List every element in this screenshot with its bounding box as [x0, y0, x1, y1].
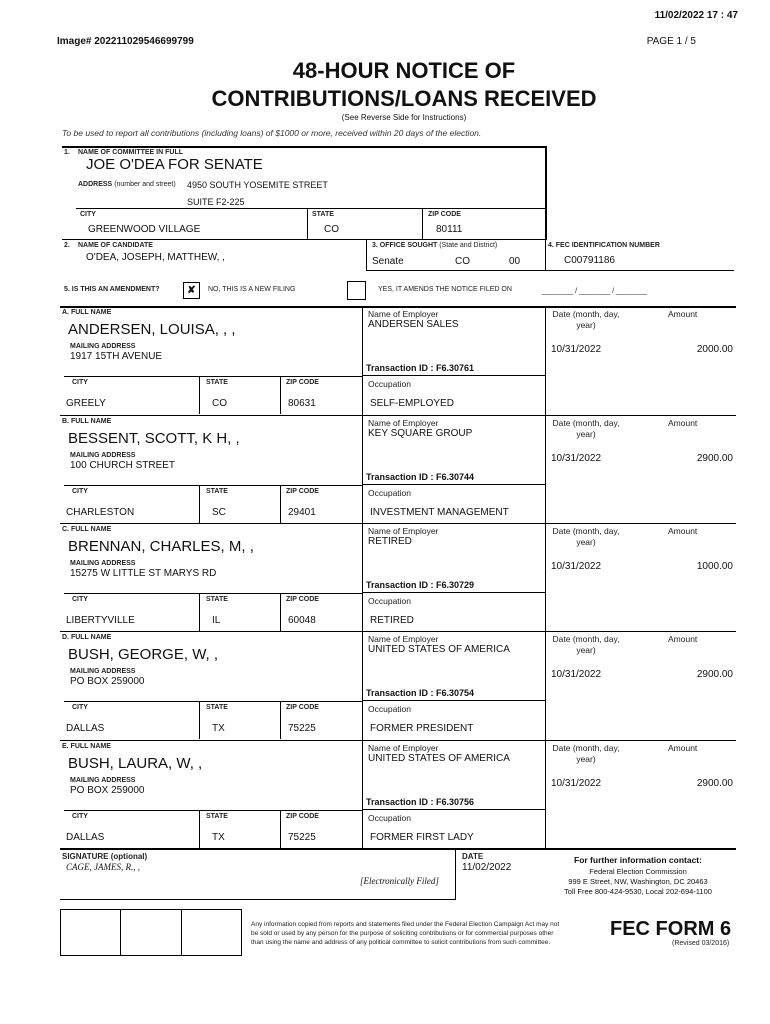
divider: [64, 593, 362, 594]
committee-address-2: SUITE F2-225: [187, 197, 245, 207]
office-sought: Senate: [372, 256, 404, 267]
divider: [60, 631, 736, 632]
divider: [199, 376, 200, 414]
contributor-state: TX: [212, 832, 225, 843]
divider: [60, 899, 456, 900]
date-label: Date (month, day, year): [552, 309, 620, 330]
contributor-zip: 80631: [288, 398, 316, 409]
divider: [545, 239, 546, 271]
contribution-date: 10/31/2022: [551, 778, 602, 789]
contributor-state: CO: [212, 398, 227, 409]
amount-label: Amount: [668, 309, 698, 319]
divider: [362, 592, 545, 593]
divider: [280, 485, 281, 523]
divider: [280, 376, 281, 414]
date-label: Date (month, day, year): [552, 743, 620, 764]
employer-label: Name of Employer: [368, 418, 439, 428]
divider: [60, 848, 736, 850]
divider: [64, 376, 362, 377]
contributor-state: SC: [212, 507, 226, 518]
notice-line1: Any information copied from reports and statements filed under the Federal Election Campaign Act may not: [251, 921, 560, 928]
committee-zip: 80111: [436, 224, 463, 235]
contact-heading: For further information contact:: [574, 855, 702, 865]
occupation-label: Occupation: [368, 596, 411, 606]
contributor-occupation: FORMER PRESIDENT: [370, 723, 474, 734]
contributor-occupation: INVESTMENT MANAGEMENT: [370, 507, 509, 518]
form-number: FEC FORM 6: [610, 918, 732, 940]
zip-label: ZIP CODE: [286, 813, 319, 820]
committee-address-label: ADDRESS (number and street): [78, 181, 176, 188]
divider: [307, 209, 308, 239]
committee-right-border: [545, 146, 547, 240]
date-label: DATE: [462, 852, 484, 861]
contributor-address: PO BOX 259000: [70, 676, 145, 687]
contributor-city: DALLAS: [66, 723, 105, 734]
contributor-letter-label: A. FULL NAME: [62, 309, 112, 316]
transaction-id: Transaction ID : F6.30744: [366, 472, 475, 482]
page-subtitle: (See Reverse Side for Instructions): [341, 113, 467, 122]
contact-line2: 999 E Street, NW, Washington, DC 20463: [568, 877, 708, 886]
amount-label: Amount: [668, 526, 698, 536]
contributor-city: GREELY: [66, 398, 106, 409]
divider: [362, 306, 363, 848]
contributor-employer: RETIRED: [368, 536, 412, 547]
zip-label: ZIP CODE: [286, 379, 319, 386]
office-use-boxes: [60, 909, 242, 956]
divider: [280, 810, 281, 848]
contributor-state: IL: [212, 615, 221, 626]
city-label: CITY: [72, 379, 88, 386]
contact-line1: Federal Election Commission: [589, 867, 687, 876]
divider: [422, 209, 423, 239]
mailing-address-label: MAILING ADDRESS: [70, 343, 136, 350]
fec-id-label: 4. FEC IDENTIFICATION NUMBER: [548, 242, 660, 249]
candidate-name: O'DEA, JOSEPH, MATTHEW, ,: [86, 252, 225, 263]
divider: [181, 909, 182, 955]
divider: [64, 701, 362, 702]
contributor-employer: KEY SQUARE GROUP: [368, 428, 473, 439]
transaction-id: Transaction ID : F6.30729: [366, 580, 475, 590]
contributor-letter-label: C. FULL NAME: [62, 526, 112, 533]
amends-date-blank: ________ / ________ / ________: [542, 288, 648, 295]
contribution-amount: 1000.00: [696, 561, 733, 572]
committee-city-label: CITY: [80, 211, 96, 218]
occupation-label: Occupation: [368, 488, 411, 498]
divider: [60, 523, 736, 524]
mailing-address-label: MAILING ADDRESS: [70, 777, 136, 784]
signature-label: SIGNATURE (optional): [62, 852, 148, 861]
office-label: 3. OFFICE SOUGHT (State and District): [372, 242, 498, 249]
page-title-line1: 48-HOUR NOTICE OF: [292, 58, 516, 83]
mailing-address-label: MAILING ADDRESS: [70, 668, 136, 675]
contributor-letter-label: D. FULL NAME: [62, 634, 112, 641]
state-label: STATE: [206, 704, 228, 711]
divider: [366, 270, 734, 271]
contribution-date: 10/31/2022: [551, 453, 602, 464]
divider: [120, 909, 121, 955]
employer-label: Name of Employer: [368, 526, 439, 536]
contributor-state: TX: [212, 723, 225, 734]
committee-zip-label: ZIP CODE: [428, 211, 461, 218]
contributor-zip: 29401: [288, 507, 316, 518]
divider: [362, 375, 545, 376]
signature-date: 11/02/2022: [462, 862, 512, 873]
notice-line2: be sold or used by any person for the purpose of soliciting contributions or for commercial purposes other: [251, 930, 554, 937]
contributor-address: 1917 15TH AVENUE: [70, 351, 163, 362]
contributor-employer: ANDERSEN SALES: [368, 319, 459, 330]
notice-line3: than using the name and address of any political committee to solicit contributions from such committee.: [251, 939, 551, 946]
contributor-city: DALLAS: [66, 832, 105, 843]
amends-label: YES, IT AMENDS THE NOTICE FILED ON: [378, 286, 512, 293]
zip-label: ZIP CODE: [286, 596, 319, 603]
contribution-date: 10/31/2022: [551, 344, 602, 355]
signature-name: CAGE, JAMES, R., ,: [66, 862, 140, 872]
state-label: STATE: [206, 813, 228, 820]
fec-id: C00791186: [564, 255, 615, 266]
divider: [362, 484, 545, 485]
divider: [60, 415, 736, 416]
divider: [545, 306, 546, 848]
divider: [64, 810, 362, 811]
divider: [362, 700, 545, 701]
image-id: Image# 202211029546699799: [57, 36, 194, 47]
occupation-label: Occupation: [368, 813, 411, 823]
committee-city: GREENWOOD VILLAGE: [88, 224, 201, 235]
contributor-name: BESSENT, SCOTT, K H, ,: [68, 430, 240, 447]
city-label: CITY: [72, 704, 88, 711]
committee-top-border: [62, 146, 546, 148]
contributor-city: CHARLESTON: [66, 507, 135, 518]
amends-checkbox[interactable]: [347, 281, 366, 300]
employer-label: Name of Employer: [368, 309, 439, 319]
committee-state-label: STATE: [312, 211, 334, 218]
divider: [60, 306, 736, 308]
divider: [199, 701, 200, 739]
divider: [362, 809, 545, 810]
contributor-employer: UNITED STATES OF AMERICA: [368, 644, 510, 655]
contributor-address: 15275 W LITTLE ST MARYS RD: [70, 568, 217, 579]
contribution-amount: 2900.00: [696, 669, 733, 680]
divider: [280, 701, 281, 739]
contributor-letter-label: B. FULL NAME: [62, 418, 112, 425]
divider: [199, 810, 200, 848]
city-label: CITY: [72, 488, 88, 495]
mailing-address-label: MAILING ADDRESS: [70, 452, 136, 459]
occupation-label: Occupation: [368, 379, 411, 389]
state-label: STATE: [206, 596, 228, 603]
divider: [199, 485, 200, 523]
transaction-id: Transaction ID : F6.30756: [366, 797, 475, 807]
amendment-question: 5. IS THIS AN AMENDMENT?: [64, 286, 160, 293]
electronically-filed: [Electronically Filed]: [360, 876, 439, 886]
page-title-line2: CONTRIBUTIONS/LOANS RECEIVED: [211, 86, 597, 111]
contributor-occupation: RETIRED: [370, 615, 414, 626]
transaction-id: Transaction ID : F6.30754: [366, 688, 475, 698]
divider: [199, 593, 200, 631]
office-district: 00: [509, 256, 521, 267]
zip-label: ZIP CODE: [286, 488, 319, 495]
employer-label: Name of Employer: [368, 743, 439, 753]
page-number: PAGE 1 / 5: [646, 36, 696, 47]
contributor-occupation: SELF-EMPLOYED: [370, 398, 454, 409]
contributor-name: BUSH, LAURA, W, ,: [68, 755, 203, 772]
committee-name: JOE O'DEA FOR SENATE: [86, 156, 263, 173]
contributor-letter-label: E. FULL NAME: [62, 743, 111, 750]
divider: [64, 485, 362, 486]
contribution-amount: 2900.00: [696, 453, 733, 464]
contributor-city: LIBERTYVILLE: [66, 615, 135, 626]
contributor-employer: UNITED STATES OF AMERICA: [368, 753, 510, 764]
candidate-number: 2.: [64, 242, 70, 249]
contribution-date: 10/31/2022: [551, 561, 602, 572]
date-label: Date (month, day, year): [552, 634, 620, 655]
city-label: CITY: [72, 596, 88, 603]
contributor-name: BRENNAN, CHARLES, M, ,: [68, 538, 254, 555]
contribution-amount: 2000.00: [696, 344, 733, 355]
divider: [280, 593, 281, 631]
committee-state: CO: [324, 224, 339, 235]
amount-label: Amount: [668, 634, 698, 644]
occupation-label: Occupation: [368, 704, 411, 714]
divider: [455, 848, 456, 900]
contributor-occupation: FORMER FIRST LADY: [370, 832, 474, 843]
divider: [62, 239, 546, 240]
contact-block: [548, 855, 728, 896]
timestamp: 11/02/2022 17 : 47: [654, 10, 738, 21]
divider: [60, 740, 736, 741]
no-new-filing-checkbox[interactable]: ✘: [183, 282, 200, 299]
committee-address-1: 4950 SOUTH YOSEMITE STREET: [187, 180, 328, 190]
instructions: To be used to report all contributions (including loans) of $1000 or more, received within 20 days of the election.: [62, 128, 482, 138]
contributor-address: 100 CHURCH STREET: [70, 460, 176, 471]
contact-line3: Toll Free 800-424-9530, Local 202-694-1100: [564, 887, 712, 896]
city-label: CITY: [72, 813, 88, 820]
state-label: STATE: [206, 379, 228, 386]
office-state: CO: [455, 256, 470, 267]
contribution-amount: 2900.00: [696, 778, 733, 789]
employer-label: Name of Employer: [368, 634, 439, 644]
amount-label: Amount: [668, 418, 698, 428]
mailing-address-label: MAILING ADDRESS: [70, 560, 136, 567]
amount-label: Amount: [668, 743, 698, 753]
candidate-name-label: NAME OF CANDIDATE: [78, 242, 153, 249]
committee-number: 1.: [64, 149, 70, 156]
state-label: STATE: [206, 488, 228, 495]
date-label: Date (month, day, year): [552, 526, 620, 547]
contributor-zip: 75225: [288, 832, 316, 843]
form-revised: (Revised 03/2016): [672, 940, 730, 947]
zip-label: ZIP CODE: [286, 704, 319, 711]
contributor-zip: 75225: [288, 723, 316, 734]
transaction-id: Transaction ID : F6.30761: [366, 363, 475, 373]
contributor-zip: 60048: [288, 615, 316, 626]
no-new-filing-label: NO, THIS IS A NEW FILING: [208, 286, 296, 293]
date-label: Date (month, day, year): [552, 418, 620, 439]
committee-name-label: NAME OF COMMITTEE IN FULL: [78, 149, 183, 156]
contributor-address: PO BOX 259000: [70, 785, 145, 796]
committee-address-rule: [76, 208, 546, 209]
contribution-date: 10/31/2022: [551, 669, 602, 680]
contributor-name: BUSH, GEORGE, W, ,: [68, 646, 219, 663]
contributor-name: ANDERSEN, LOUISA, , ,: [68, 321, 236, 338]
divider: [366, 239, 367, 271]
